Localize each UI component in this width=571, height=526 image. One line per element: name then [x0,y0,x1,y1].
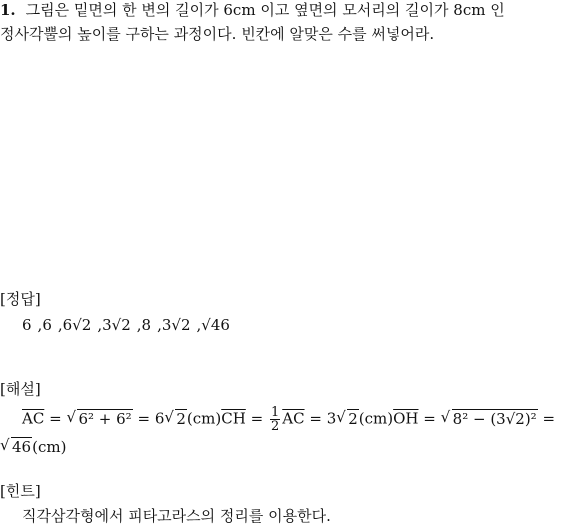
explanation-label: [해설] [0,380,41,398]
hint-text: 직각삼각형에서 피타고라스의 정리를 이용한다. [22,507,331,525]
segment-ch: $\overline{CH}$ [221,409,246,428]
sqrt-ac: √ 6² + 6² [66,407,132,428]
fraction-half: $\frac{1}{2}$ [270,405,280,434]
explanation-formula-line-1: $\overline{AC}$ = √ 6² + 6² = 6 √ $2(cm)\overline{CH}$ = $\frac{1}{2}$ $\overline{AC} = 3$ √ $2(cm)\overline{OH}$ = √ 8² − (3√2)² = [22,405,556,434]
answer-item: 6 [22,316,32,334]
explanation-formula-line-2: √ 46(cm) [0,436,67,456]
question-number: 1. [0,1,16,19]
sqrt-46: √ 46 [0,436,32,456]
figure-area [0,70,571,285]
answer-item: 3√2 [102,316,131,334]
answer-item: 6 [42,316,52,334]
answer-item: 8 [141,316,152,334]
question-text-1: 그림은 밑면의 한 변의 길이가 6cm 이고 옆면의 모서리의 길이가 8cm 인 [25,1,505,19]
question-line-1 [0,0,505,20]
answer-item: 6√2 [62,316,92,334]
answer-item: √46 [201,316,230,334]
question-text-2: 정사각뿔의 높이를 구하는 과정이다. 빈칸에 알맞은 수를 써넣어라. [0,25,435,43]
question-line-2 [0,24,434,44]
hint-label: [힌트] [0,482,41,500]
sqrt-oh: √ 8² − (3√2)² [440,407,537,428]
answer-label: [정답] [0,290,41,308]
answer-list: 6 ,6 ,6√2 ,3√2 ,8 ,3√2 ,√46 [22,316,230,334]
segment-ac: $\overline{AC}$ [22,409,45,428]
answer-item: 3√2 [161,316,191,334]
segment-oh: $\overline{OH}$ [393,409,419,428]
